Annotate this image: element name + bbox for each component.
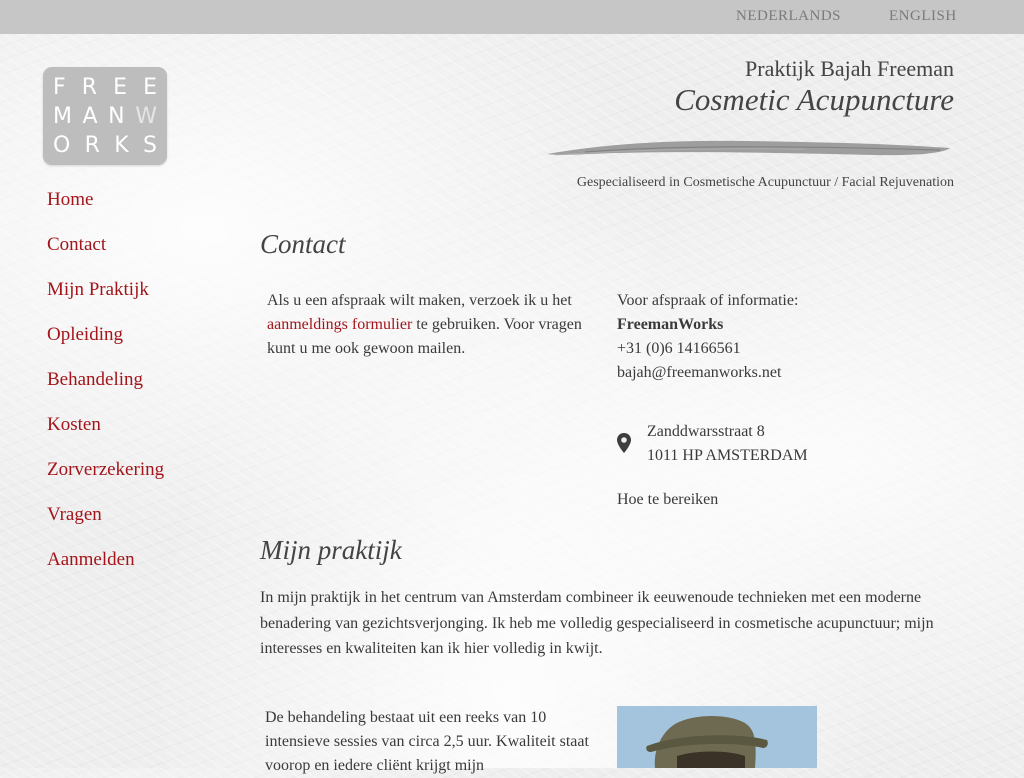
- nav-item-behandeling[interactable]: Behandeling: [47, 369, 144, 390]
- language-english-link[interactable]: ENGLISH: [889, 8, 957, 24]
- practice-heading: Mijn praktijk: [260, 535, 402, 565]
- brush-stroke-decoration: [545, 134, 955, 164]
- logo-letter: N: [108, 104, 125, 129]
- sidebar-nav: [47, 185, 164, 590]
- nav-item-home[interactable]: Home: [47, 189, 94, 210]
- map-pin-icon: [616, 432, 632, 454]
- language-nederlands-link[interactable]: NEDERLANDS: [736, 8, 841, 24]
- nav-item-opleiding[interactable]: Opleiding: [47, 324, 123, 345]
- nav-item-kosten[interactable]: Kosten: [47, 414, 101, 435]
- contact-intro-text-1: Als u een afspraak wilt maken, verzoek ik u het: [267, 292, 572, 309]
- logo-row-3: [53, 133, 157, 159]
- logo-letter: A: [82, 104, 98, 129]
- phone-link[interactable]: +31 (0)6 14166561: [617, 340, 741, 357]
- practitioner-photo: [617, 706, 817, 768]
- logo-letter: R: [81, 75, 98, 100]
- freemanworks-logo[interactable]: [43, 67, 167, 165]
- contact-intro-text-2: te gebruiken. Voor vragen kunt u me ook gewoon mailen.: [267, 316, 582, 357]
- logo-letter: M: [53, 104, 72, 129]
- logo-row-2: [53, 104, 157, 130]
- nav-item-zorverzekering[interactable]: Zorverzekering: [47, 459, 165, 480]
- practice-tagline: Gespecialiseerd in Cosmetische Acupunctuur / Facial Rejuvenation: [576, 175, 954, 190]
- practitioner-photo-image: [617, 706, 817, 768]
- treatment-description: De behandeling bestaat uit een reeks van 10 intensieve sessies van circa 2,5 uur. Kwaliteit staat voorop en iedere cliënt krijgt mijn: [265, 709, 589, 774]
- nav-item-vragen[interactable]: Vragen: [47, 504, 102, 525]
- email-link[interactable]: bajah@freemanworks.net: [617, 364, 782, 381]
- logo-letter: E: [143, 75, 157, 100]
- practice-subtitle: Cosmetic Acupuncture: [674, 82, 954, 117]
- directions-link[interactable]: Hoe te bereiken: [617, 491, 719, 508]
- contact-info-label: Voor afspraak of informatie:: [617, 292, 799, 309]
- contact-heading: Contact: [260, 229, 346, 259]
- practice-name: Praktijk Bajah Freeman: [745, 56, 954, 81]
- language-bar: [0, 0, 1024, 34]
- company-name: FreemanWorks: [617, 316, 724, 333]
- logo-letter: S: [143, 133, 157, 158]
- practice-intro: In mijn praktijk in het centrum van Amsterdam combineer ik eeuwenoude technieken met een moderne benadering van gezichtsverjonging. Ik heb me volledig gespecialiseerd in cosmetische acupunctuur; mijn interesses en kwaliteiten kan ik hier volledig in kwijt.: [260, 589, 934, 657]
- nav-item-aanmelden[interactable]: Aanmelden: [47, 549, 135, 570]
- registration-form-link[interactable]: aanmeldings formulier: [267, 316, 413, 333]
- nav-item-contact[interactable]: Contact: [47, 234, 107, 255]
- logo-letter: O: [53, 133, 71, 158]
- logo-letter: W: [135, 104, 157, 129]
- logo-letter: K: [114, 133, 129, 158]
- logo-letter: F: [53, 75, 66, 100]
- address-city: 1011 HP AMSTERDAM: [647, 447, 808, 464]
- logo-letter: R: [84, 133, 100, 158]
- contact-intro: [267, 289, 597, 361]
- logo-row-1: [53, 75, 157, 101]
- logo-letter: E: [113, 75, 128, 100]
- address-street: Zanddwarsstraat 8: [647, 423, 765, 440]
- nav-item-mijn-praktijk[interactable]: Mijn Praktijk: [47, 279, 149, 300]
